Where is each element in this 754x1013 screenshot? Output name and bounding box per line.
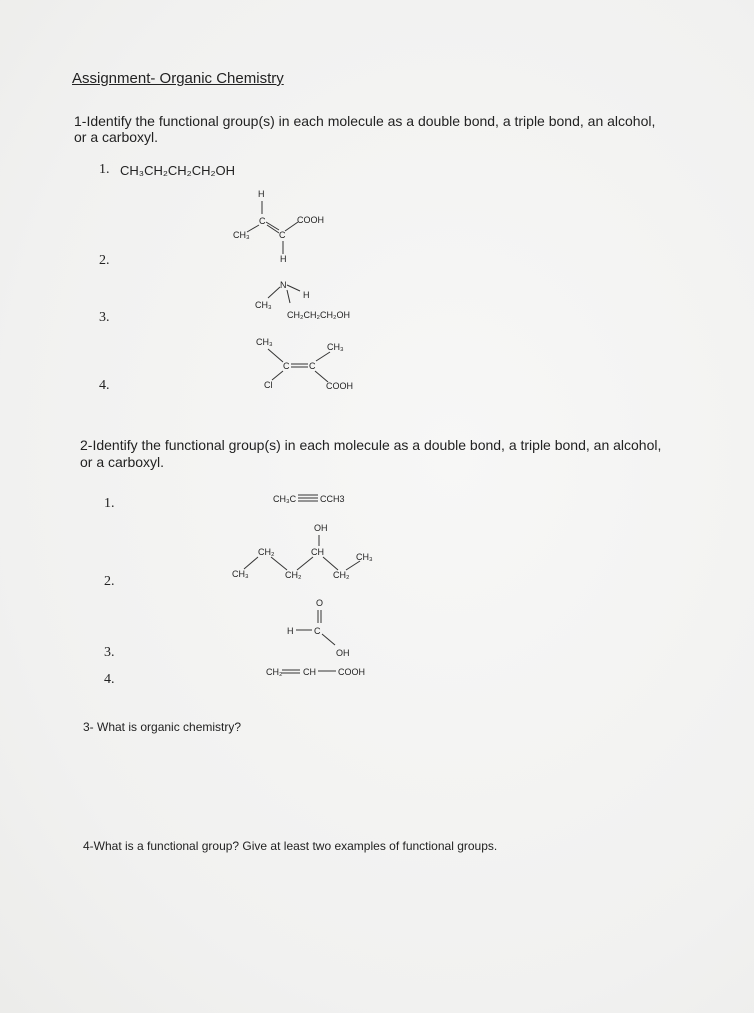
q2-item-4-number: 4. — [104, 672, 115, 687]
q2m3-o: O — [316, 598, 324, 608]
m4-cooh: COOH — [326, 381, 353, 391]
q1-item-3-number: 3. — [99, 310, 110, 325]
q1-molecule-2 — [233, 189, 324, 264]
q2m2-ch2-a: CH₂ — [258, 547, 275, 557]
m4-ch3-left: CH₃ — [256, 337, 273, 347]
q2-molecule-1 — [273, 494, 345, 504]
m4-cl: Cl — [264, 380, 273, 390]
question-2-line-1: 2-Identify the functional group(s) in each molecule as a double bond, a triple bond, an alcohol, — [80, 437, 662, 453]
m3-n: N — [280, 280, 287, 290]
q2m2-ch3-left: CH₃ — [232, 569, 249, 579]
q2m4-ch: CH — [303, 667, 316, 677]
q2m2-ch2-b: CH₂ — [285, 570, 302, 580]
q1-item-1-number: 1. — [99, 162, 110, 177]
question-1-line-2: or a carboxyl. — [74, 129, 159, 145]
q2m2-ch2-c: CH₂ — [333, 570, 350, 580]
q2-item-2-number: 2. — [104, 574, 115, 589]
m2-c1: C — [259, 216, 266, 226]
q2m4-ch2: CH₂ — [266, 667, 283, 677]
m4-c2: C — [309, 361, 316, 371]
q2-item-1-number: 1. — [104, 496, 115, 511]
q1-molecule-3 — [255, 280, 350, 320]
q2m3-c: C — [314, 626, 321, 636]
q1-item-4-number: 4. — [99, 378, 110, 393]
m3-h: H — [303, 290, 310, 300]
m2-cooh: COOH — [297, 215, 324, 225]
q2-molecule-3 — [287, 598, 350, 658]
m4-ch3-right: CH₃ — [327, 342, 344, 352]
q2m1-right: CCH3 — [320, 494, 345, 504]
q1-item-1-formula: CH₃CH₂CH₂CH₂OH — [120, 163, 236, 178]
q2-molecule-4 — [266, 667, 365, 677]
assignment-title: Assignment- Organic Chemistry — [72, 70, 284, 87]
q1-molecule-4 — [256, 337, 353, 391]
q2m2-ch3-right: CH₃ — [356, 552, 373, 562]
m3-ch3: CH₃ — [255, 300, 272, 310]
q2m3-h: H — [287, 626, 294, 636]
m4-c1: C — [283, 361, 290, 371]
q2m2-oh: OH — [314, 523, 328, 533]
question-1-line-1: 1-Identify the functional group(s) in each molecule as a double bond, a triple bond, an alcohol, — [74, 113, 656, 129]
q2m2-ch-top: CH — [311, 547, 324, 557]
q2m4-cooh: COOH — [338, 667, 365, 677]
question-2-line-2: or a carboxyl. — [80, 454, 165, 470]
q2m1-left: CH₃C — [273, 494, 297, 504]
q2-item-3-number: 3. — [104, 645, 115, 660]
q2m3-oh: OH — [336, 648, 350, 658]
m3-chain: CH₂CH₂CH₂OH — [287, 310, 350, 320]
m2-h-bottom: H — [280, 254, 287, 264]
q2-molecule-2 — [232, 523, 373, 580]
question-4: 4-What is a functional group? Give at least two examples of functional groups. — [83, 839, 498, 853]
m2-c2: C — [279, 230, 286, 240]
m2-h-top: H — [258, 189, 265, 199]
q1-item-2-number: 2. — [99, 253, 110, 268]
m2-ch3: CH₃ — [233, 230, 250, 240]
question-3: 3- What is organic chemistry? — [83, 720, 242, 734]
